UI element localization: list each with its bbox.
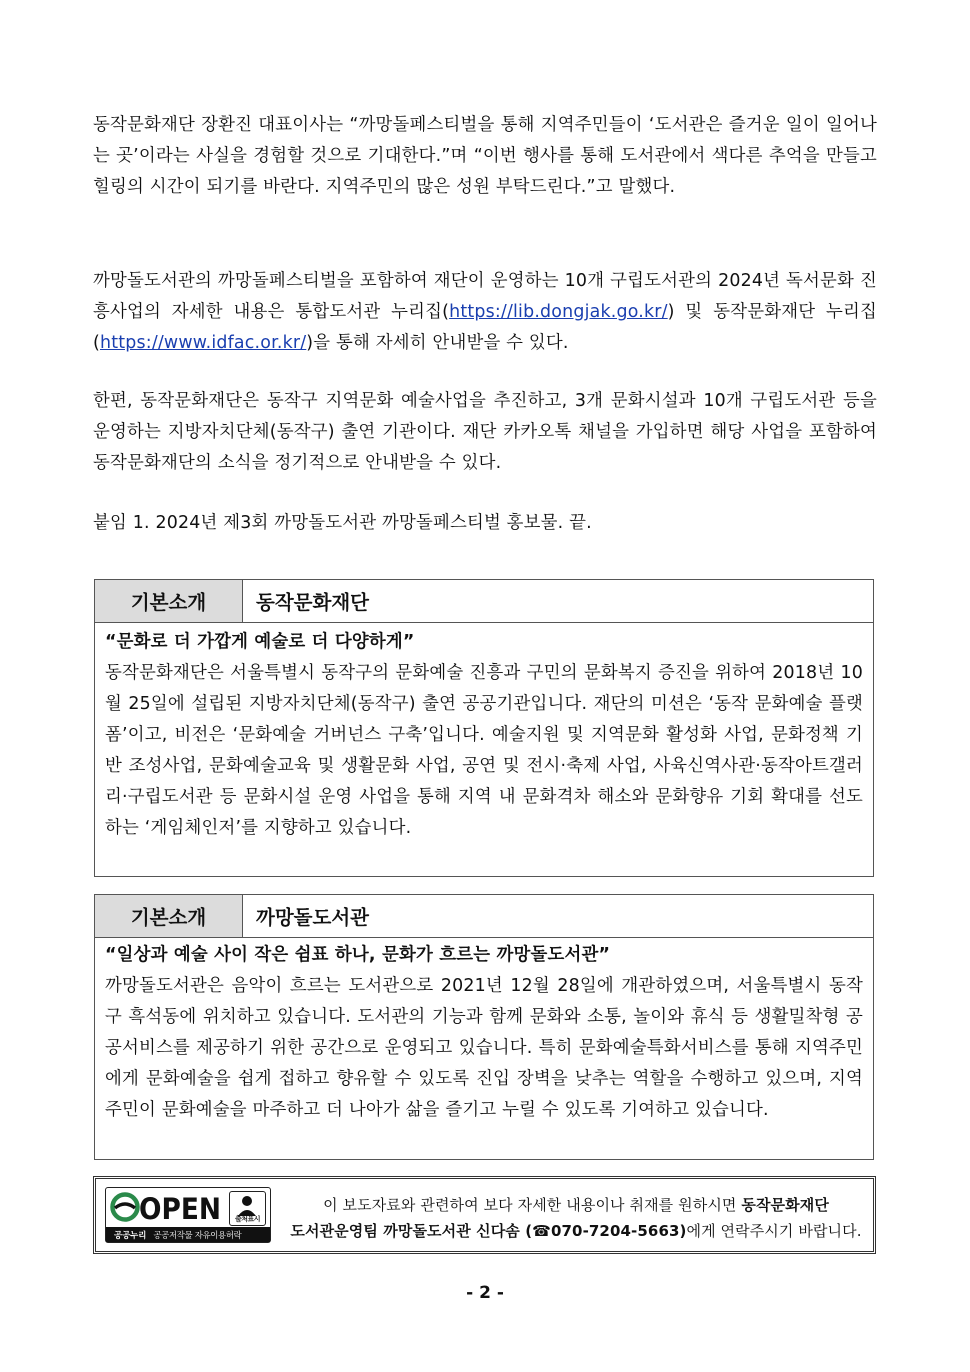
intro-slogan: “일상과 예술 사이 작은 쉼표 하나, 문화가 흐르는 까망돌도서관” <box>105 945 611 965</box>
open-logo-text: OPEN <box>139 1192 221 1224</box>
intro-body <box>95 623 873 844</box>
contact-line-2-text: 에게 연락주시기 바랍니다. <box>686 1222 862 1240</box>
program-info-text-1: 까망돌도서관의 까망돌페스티벌을 포함하여 재단이 운영하는 10개 구립도서관의 2024년 독서문화 진흥사업의 자세한 내용은 통합도서관 누리집( <box>93 271 877 322</box>
contact-box <box>93 1176 876 1254</box>
intro-description: 까망돌도서관은 음악이 흐르는 도서관으로 2021년 12월 28일에 개관하였으며, 서울특별시 동작구 흑석동에 위치하고 있습니다. 도서관의 기능과 함께 문화와 소통, 놀이와 휴식 등 생활밀착형 공공서비스를 제공하기 위한 공간으로 운영되고 있습니다. 특히 문화예술특화서비스를 통해 지역주민에게 문화예술을 쉽게 접하고 향유할 수 있도록 진입 장벽을 낮추는 역할을 수행하고 있으며, 지역주민이 문화예술을 마주하고 더 나아가 삶을 즐기고 누릴 수 있도록 기여하고 있습니다. <box>105 976 863 1120</box>
intro-label: 기본소개 <box>95 895 243 937</box>
attribution-badge-text: 출처표시 <box>234 1215 261 1223</box>
ogl-strip <box>106 1227 270 1242</box>
intro-org-name: 동작문화재단 <box>256 591 370 614</box>
intro-org-name: 까망돌도서관 <box>256 906 370 929</box>
open-logo <box>110 1191 222 1224</box>
attribution-badge <box>229 1191 266 1226</box>
program-info-paragraph <box>93 266 877 359</box>
contact-line-2 <box>286 1218 866 1244</box>
program-info-text-2: ) 및 동작문화재단 누리집 ( <box>93 302 877 353</box>
open-government-license-badge <box>105 1187 271 1243</box>
foundation-intro-box <box>94 579 874 877</box>
contact-line-1-text: 이 보도자료와 관련하여 보다 자세한 내용이나 취재를 원하시면 <box>323 1196 742 1214</box>
library-intro-box <box>94 894 874 1160</box>
foundation-info-paragraph: 한편, 동작문화재단은 동작구 지역문화 예술사업을 추진하고, 3개 문화시설과 10개 구립도서관 등을 운영하는 지방자치단체(동작구) 출연 기관이다. 재단 카카오톡 채널을 가입하면 해당 사업을 포함하여 동작문화재단의 소식을 정기적으로 안내받을 수 있다. <box>93 391 877 473</box>
contact-text <box>286 1192 866 1244</box>
ogl-strip-text: 공공저작물 자유이용허락 <box>153 1229 242 1240</box>
intro-header <box>95 895 873 938</box>
intro-slogan: “문화로 더 가깝게 예술로 더 다양하게” <box>105 632 415 652</box>
intro-description: 동작문화재단은 서울특별시 동작구의 문화예술 진흥과 구민의 문화복지 증진을 위하여 2018년 10월 25일에 설립된 지방자치단체(동작구) 출연 공공기관입니다. 재단의 미션은 ‘동작 문화예술 플랫폼’이고, 비전은 ‘문화예술 거버넌스 구축’입니다. 예술지원 및 지역문화 활성화 사업, 문화정책 기반 조성사업, 문화예술교육 및 생활문화 사업, 공연 및 전시·축제 사업, 사육신역사관·동작아트갤러리·구립도서관 등 문화시설 운영 사업을 통해 지역 내 문화격차 해소와 문화향유 기회 확대를 선도하는 ‘게임체인저’를 지향하고 있습니다. <box>105 663 863 838</box>
intro-body <box>95 938 873 1126</box>
program-info-text-3: )을 통해 자세히 안내받을 수 있다. <box>306 333 569 353</box>
library-portal-link[interactable]: https://lib.dongjak.go.kr/ <box>449 302 668 322</box>
contact-person: 도서관운영팀 까망돌도서관 신다솜 (☎070-7204-5663) <box>290 1222 687 1240</box>
closing-quote-paragraph: 동작문화재단 장환진 대표이사는 “까망돌페스티벌을 통해 지역주민들이 ‘도서관은 즐거운 일이 일어나는 곳’이라는 사실을 경험할 것으로 기대한다.”며 “이번 행사를 통해 도서관에서 색다른 추억을 만들고 힐링의 시간이 되기를 바란다. 지역주민의 많은 성원 부탁드린다.”고 말했다. <box>93 115 877 197</box>
page-number: - 2 - <box>466 1283 504 1303</box>
foundation-site-link[interactable]: https://www.idfac.or.kr/ <box>100 333 307 353</box>
attachment-line: 붙임 1. 2024년 제3회 까망돌도서관 까망돌페스티벌 홍보물. 끝. <box>93 513 592 533</box>
ogl-strip-title: 공공누리 <box>114 1229 147 1240</box>
contact-org-name: 동작문화재단 <box>741 1196 829 1214</box>
intro-label: 기본소개 <box>95 580 243 622</box>
contact-line-1 <box>286 1192 866 1218</box>
intro-header <box>95 580 873 623</box>
